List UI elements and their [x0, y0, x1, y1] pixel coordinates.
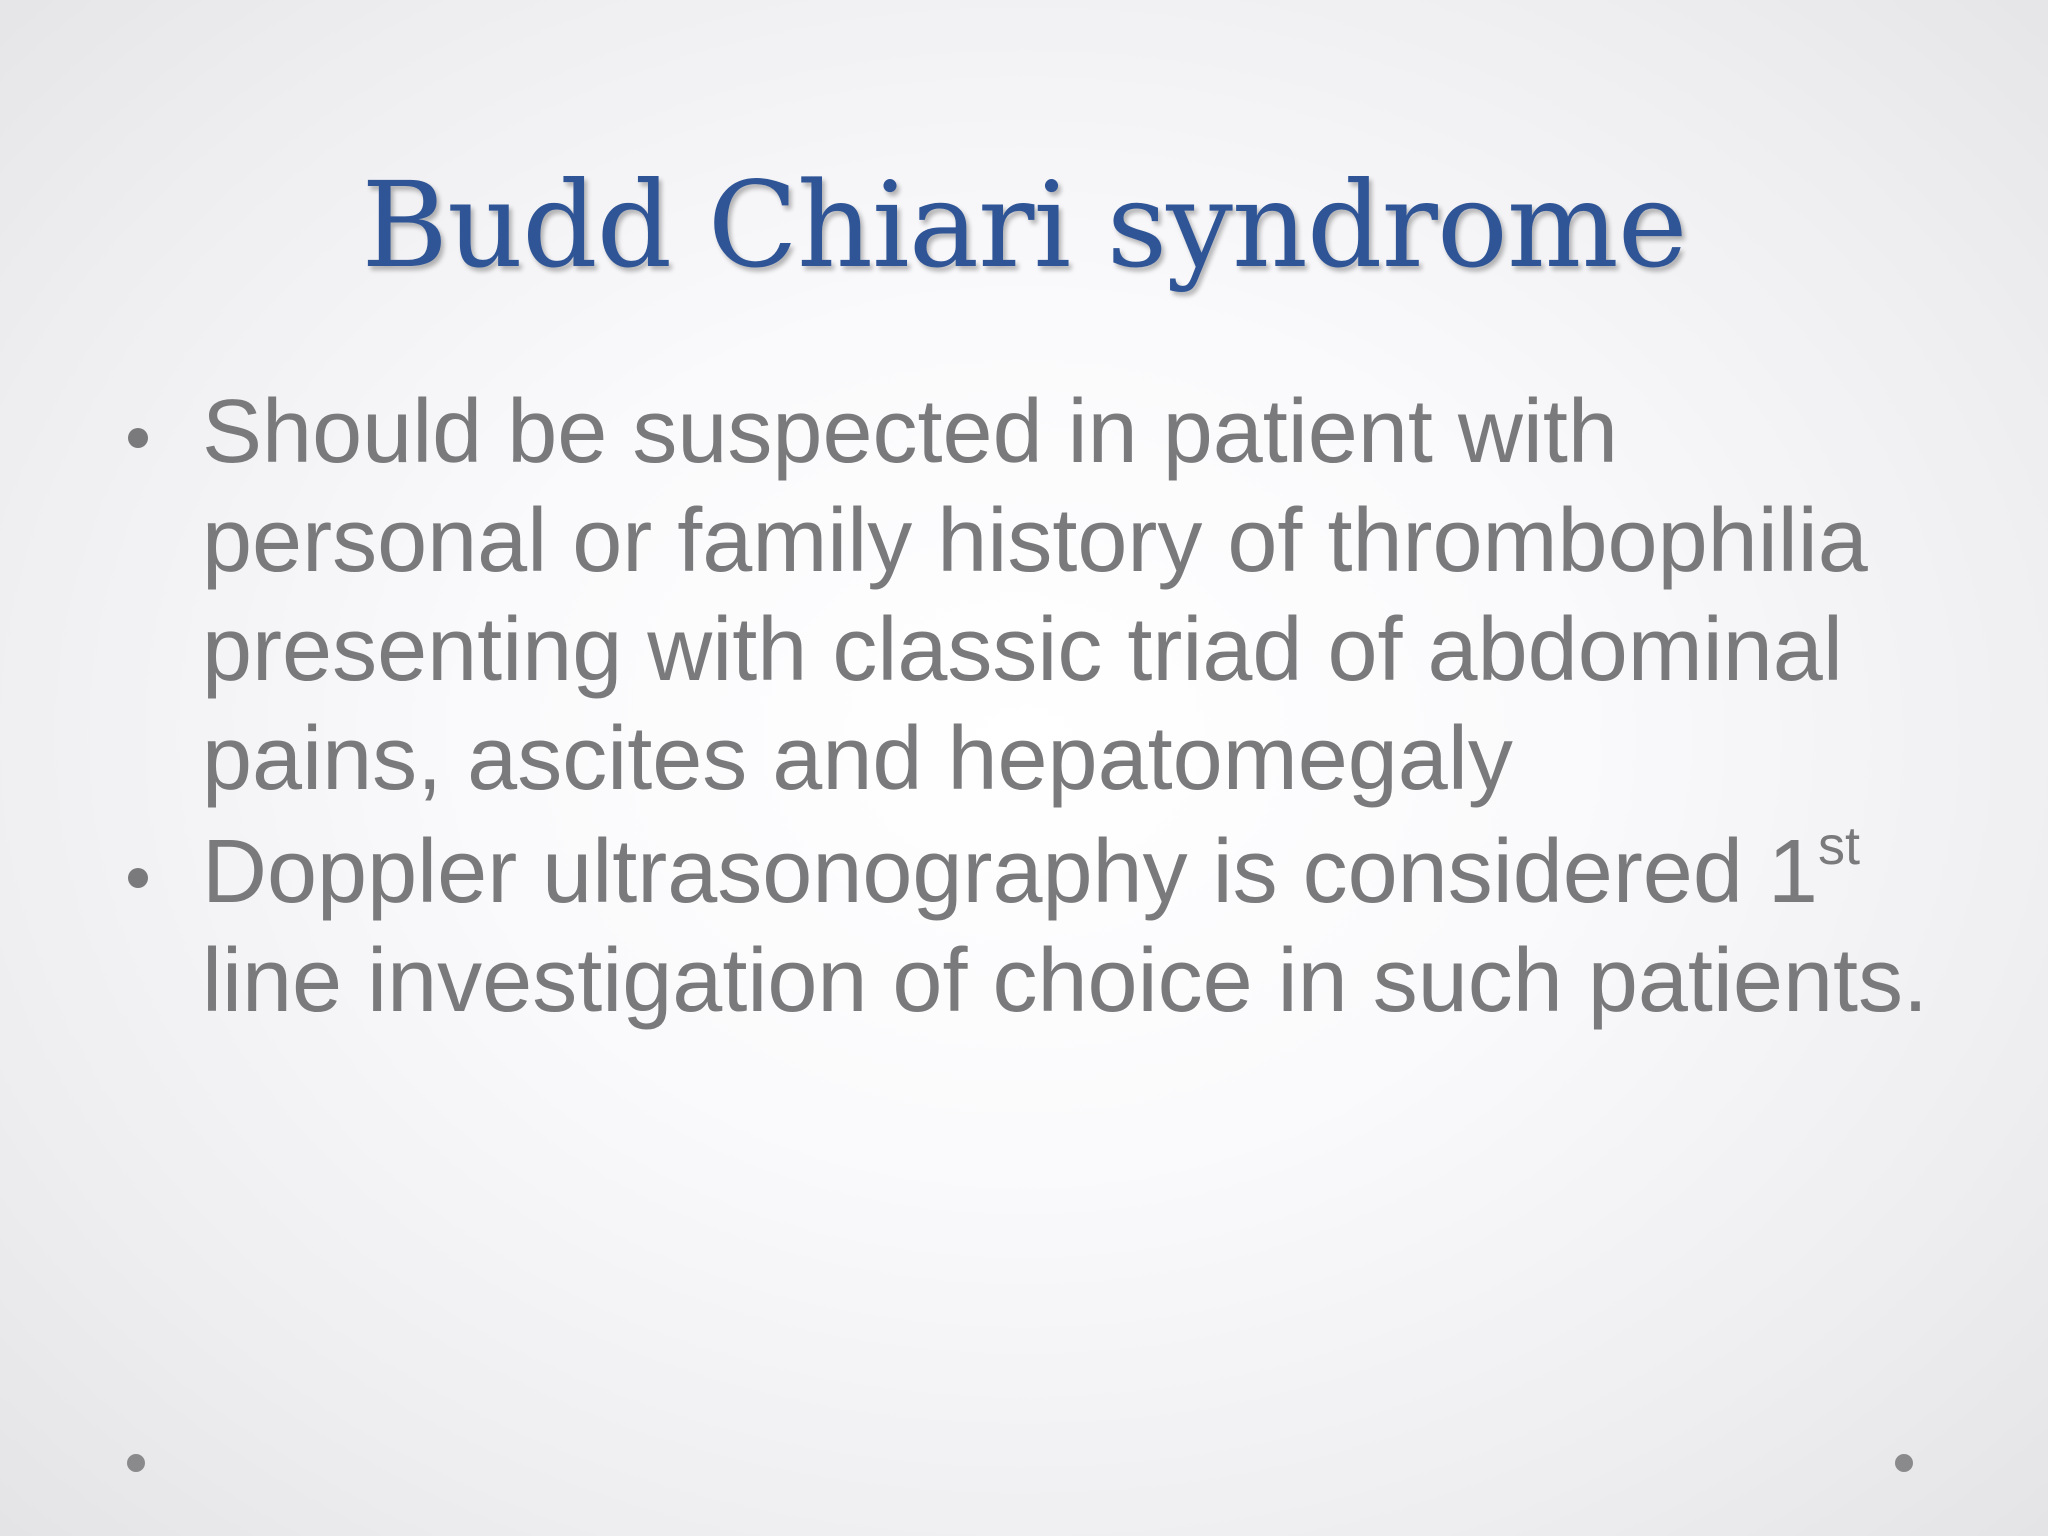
- corner-dot-left-icon: [127, 1454, 145, 1472]
- slide-title: Budd Chiari syndrome: [361, 156, 1687, 294]
- bullet-text-end: line investigation of choice in such patients.: [202, 931, 1929, 1031]
- bullet-text: Should be suspected in patient with personal or family history of thrombophilia presenting with classic triad of abdominal pains, ascites and hepatomegaly: [202, 382, 1868, 809]
- bullet-list: [120, 378, 1980, 1040]
- bullet-text: [202, 818, 1980, 1036]
- bullet-text-start: Doppler ultrasonography is considered 1: [202, 822, 1818, 922]
- bullet-dot-icon: [128, 428, 148, 448]
- bullet-item: [120, 818, 1980, 1036]
- ordinal-superscript: st: [1817, 816, 1860, 876]
- corner-dot-right-icon: [1895, 1454, 1913, 1472]
- bullet-dot-icon: [128, 868, 148, 888]
- bullet-item: [120, 378, 1980, 814]
